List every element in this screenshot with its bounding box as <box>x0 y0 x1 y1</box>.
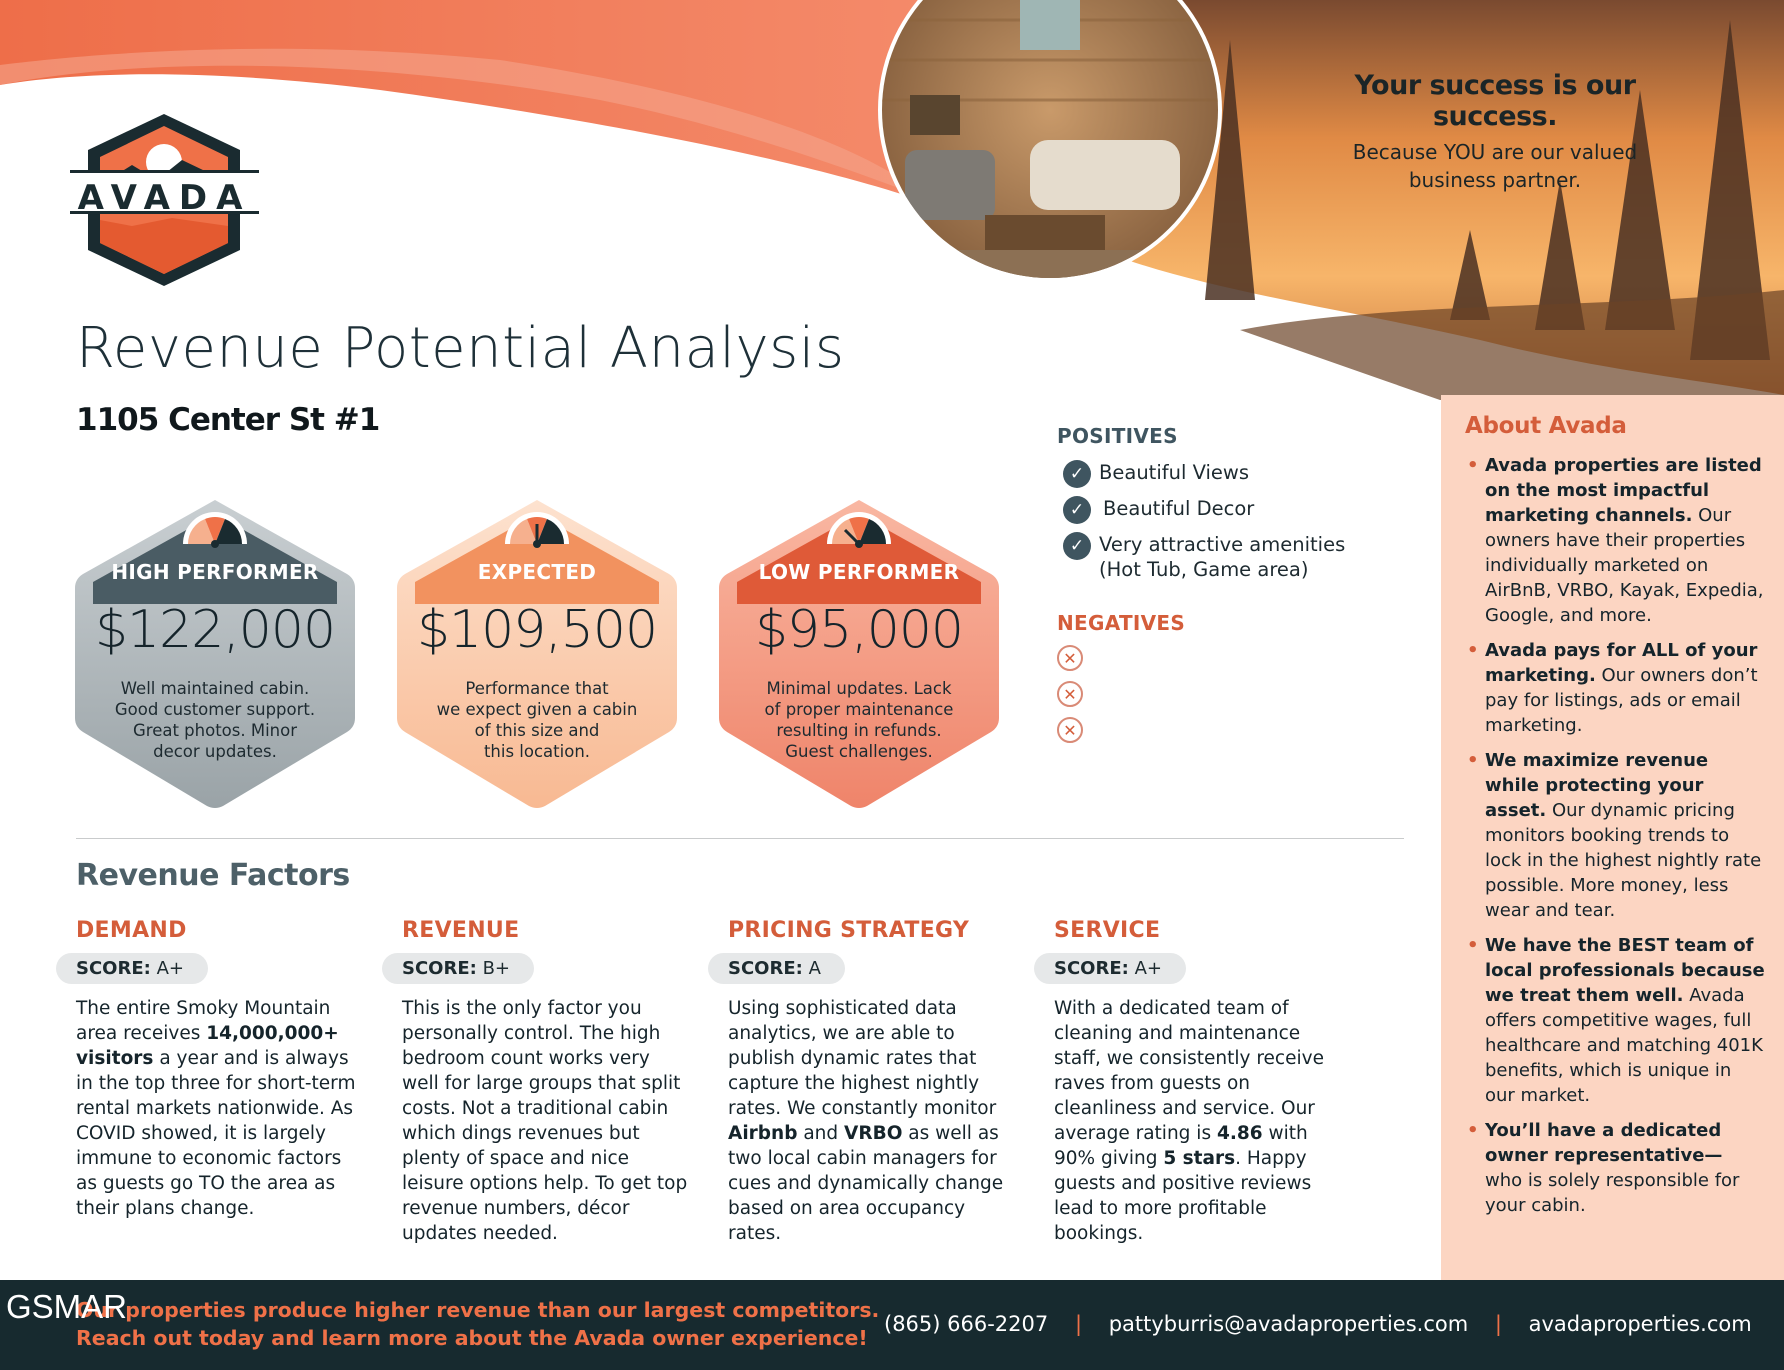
section-divider <box>76 838 1404 839</box>
card-label: LOW PERFORMER <box>758 560 960 584</box>
card-label: EXPECTED <box>477 560 597 584</box>
factor-text: Using sophisticated data analytics, we are able to publish dynamic rates that capture the highest nightly rates. We constantly monitor Airbnb and VRBO as well as two local cabin managers for cues and dynamically change based on area occupancy rates. <box>728 998 1004 1244</box>
about-sidebar <box>1441 395 1784 1280</box>
check-icon: ✓ <box>1063 532 1091 560</box>
x-circle-icon: ✕ <box>1057 681 1083 707</box>
check-icon: ✓ <box>1063 460 1091 488</box>
about-item: • Avada properties are listed on the most impactful marketing channels. Our owners have their properties individually marketed on AirBnB, VRBO, Kayak, Expedia, Google, and more. <box>1465 453 1765 628</box>
footer-contact: (865) 666-2207 | pattyburris@avadaproperties.com | avadaproperties.com <box>884 1312 1752 1336</box>
card-amount: $109,500 <box>416 600 658 660</box>
website-link[interactable]: avadaproperties.com <box>1528 1312 1752 1336</box>
tagline-headline: Your success is our success. <box>1354 70 1636 132</box>
score-badge: SCORE: A+ <box>1034 953 1186 984</box>
factor-text: This is the only factor you personally control. The high bedroom count works very well for large groups that split costs. Not a traditional cabin which dings revenues but plenty of space and nice leisure options help. To get top revenue numbers, décor updates needed. <box>402 998 688 1244</box>
x-circle-icon: ✕ <box>1057 645 1083 671</box>
score-badge: SCORE: A+ <box>56 953 208 984</box>
footer-callout: Our properties produce higher revenue than our largest competitors. Reach out today and learn more about the Avada owner experience! <box>76 1298 880 1350</box>
positive-item: ✓ Beautiful Decor <box>1063 496 1254 524</box>
factor-title: SERVICE <box>1054 918 1161 943</box>
phone-link[interactable]: (865) 666-2207 <box>884 1312 1049 1336</box>
check-icon: ✓ <box>1063 496 1091 524</box>
card-amount: $122,000 <box>94 600 336 660</box>
card-expected <box>397 496 677 810</box>
footer-bar <box>0 1280 1784 1370</box>
page-title: Revenue Potential Analysis <box>76 316 845 381</box>
positive-item: ✓ Very attractive amenities (Hot Tub, Game area) <box>1063 532 1345 582</box>
card-description: Minimal updates. Lack of proper maintenance resulting in refunds. Guest challenges. <box>764 679 954 761</box>
about-item: • We have the BEST team of local professionals because we treat them well. Avada offers competitive wages, full healthcare and matching 401K benefits, which is unique in our market. <box>1465 933 1765 1108</box>
about-list <box>1465 453 1765 1228</box>
revenue-factors-heading: Revenue Factors <box>76 858 350 893</box>
factor-title: PRICING STRATEGY <box>728 918 970 943</box>
factor-text: The entire Smoky Mountain area receives 14,000,000+ visitors a year and is always in the top three for short-term rental markets nationwide. As COVID showed, it is largely immune to economic factors as guests go TO the area as their plans change. <box>76 998 356 1219</box>
factor-title: DEMAND <box>76 918 187 943</box>
positives-heading: POSITIVES <box>1057 424 1178 448</box>
score-badge: SCORE: A <box>708 953 845 984</box>
card-description: Performance that we expect given a cabin of this size and this location. <box>436 679 638 761</box>
tagline <box>1290 70 1700 194</box>
factor-title: REVENUE <box>402 918 520 943</box>
factor-revenue <box>402 918 692 1246</box>
card-description: Well maintained cabin. Good customer support. Great photos. Minor decor updates. <box>114 679 316 761</box>
card-amount: $95,000 <box>754 600 964 660</box>
watermark: GSMAR <box>6 1288 128 1325</box>
about-heading: About Avada <box>1465 413 1627 439</box>
logo-wordmark: AVADA <box>77 178 252 218</box>
factor-demand <box>76 918 366 1221</box>
factor-service <box>1054 918 1344 1246</box>
card-low-performer <box>719 496 999 810</box>
email-link[interactable]: pattyburris@avadaproperties.com <box>1108 1312 1469 1336</box>
score-badge: SCORE: B+ <box>382 953 534 984</box>
about-item: • Avada pays for ALL of your marketing. Our owners don’t pay for listings, ads or email marketing. <box>1465 638 1765 738</box>
x-circle-icon: ✕ <box>1057 717 1083 743</box>
property-address: 1105 Center St #1 <box>76 402 380 438</box>
about-item: • You’ll have a dedicated owner representative— who is solely responsible for your cabin. <box>1465 1118 1765 1218</box>
negatives-heading: NEGATIVES <box>1057 611 1186 635</box>
tagline-subtext: Because YOU are our valued business partner. <box>1352 140 1638 192</box>
card-high-performer <box>75 496 355 810</box>
card-label: HIGH PERFORMER <box>111 560 319 584</box>
factor-text: With a dedicated team of cleaning and maintenance staff, we consistently receive raves from guests on cleanliness and service. Our average rating is 4.86 with 90% giving 5 stars. Happy guests and positive reviews lead to more profitable bookings. <box>1054 998 1324 1244</box>
positive-item: ✓ Beautiful Views <box>1063 460 1249 488</box>
about-item: • We maximize revenue while protecting your asset. Our dynamic pricing monitors booking trends to lock in the highest nightly rate possible. More money, less wear and tear. <box>1465 748 1765 923</box>
factor-pricing-strategy <box>728 918 1018 1246</box>
